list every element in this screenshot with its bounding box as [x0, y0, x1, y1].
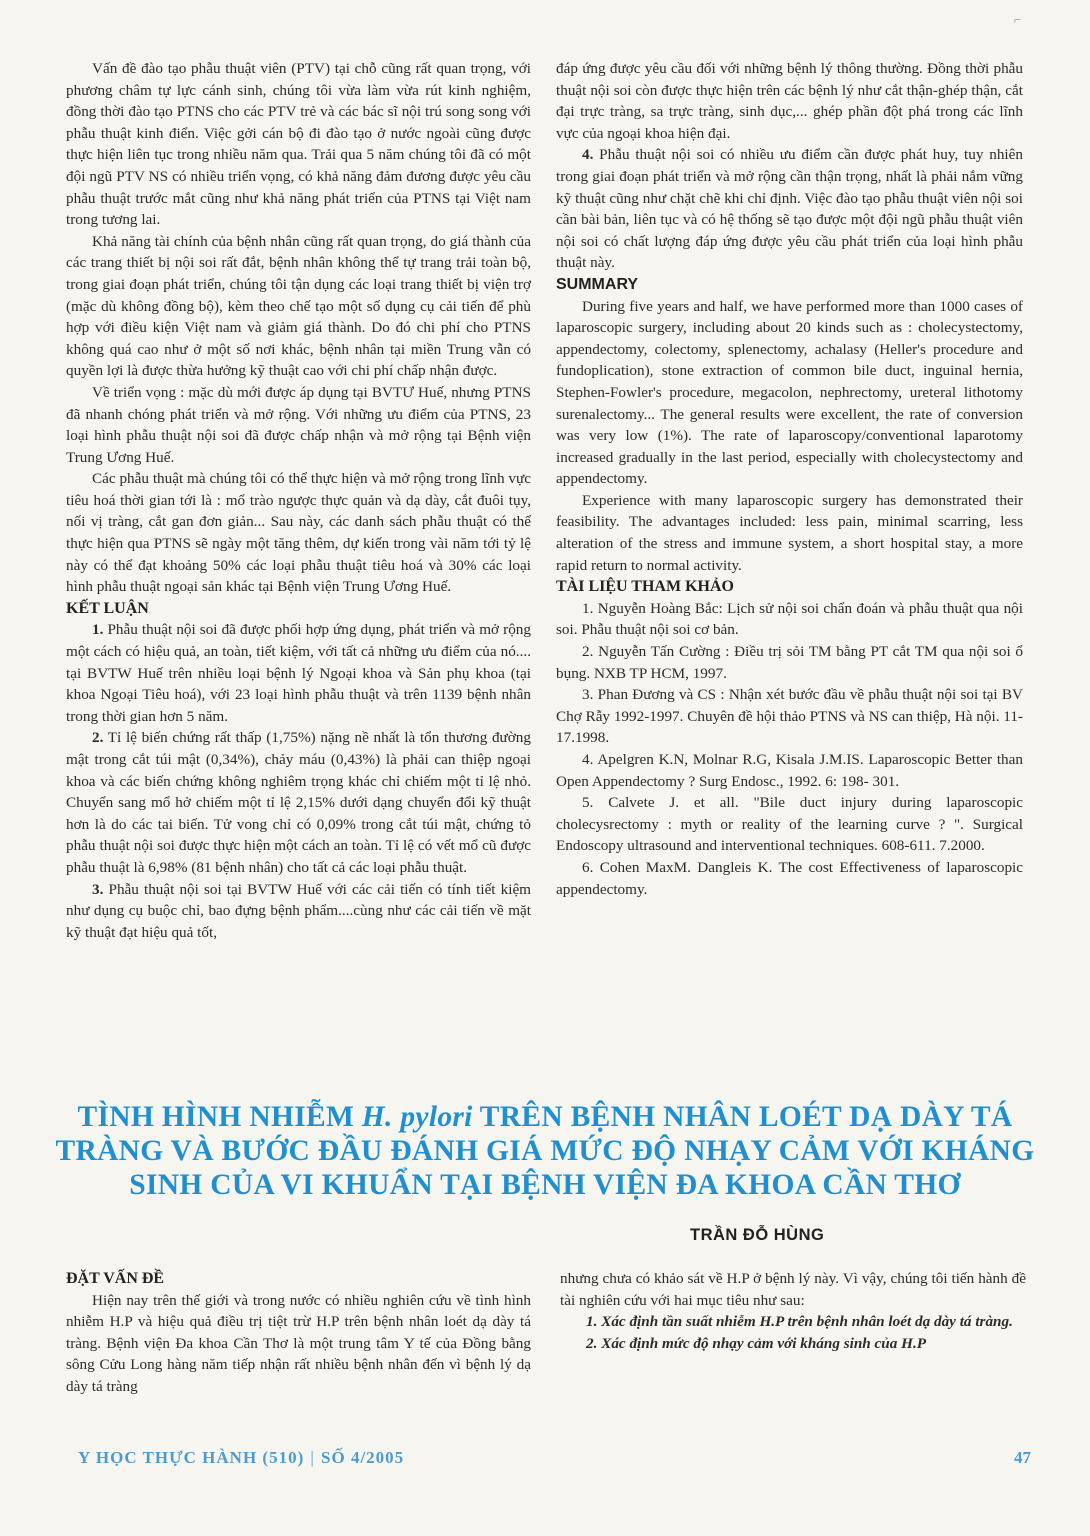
reference-number: 6.	[582, 858, 594, 876]
section-heading-summary: SUMMARY	[556, 275, 639, 293]
objective-item: 2. Xác định mức độ nhạy cảm với kháng sinh của H.P	[586, 1334, 927, 1352]
paragraph: Hiện nay trên thế giới và trong nước có nhiều nghiên cứu về tình hình nhiễm H.P và hiệu quả điều trị tiệt trừ H.P trên bệnh nhân loét dạ dày tá tràng. Bệnh viện Đa khoa Cần Thơ là một trung tâm Y tế của Đồng bằng sông Cửu Long hàng năm tiếp nhận rất nhiều bệnh nhân đến vì bệnh lý dạ dày tá tràng	[66, 1291, 531, 1395]
conclusion-item	[556, 144, 1023, 274]
reference-item	[556, 792, 1023, 857]
reference-item	[556, 857, 1023, 900]
paragraph: nhưng chưa có khảo sát về H.P ở bệnh lý này. Vì vậy, chúng tôi tiến hành đề tài nghiên cứu với hai mục tiêu như sau:	[560, 1270, 1026, 1309]
conclusion-item	[66, 727, 531, 878]
item-number: 1.	[92, 621, 104, 639]
section-heading-introduction: ĐẶT VẤN ĐỀ	[66, 1270, 165, 1287]
left-column-bottom	[66, 1268, 531, 1398]
article-title	[40, 1100, 1050, 1202]
item-number: 2.	[92, 729, 104, 747]
objective-item: 1. Xác định tần suất nhiễm H.P trên bệnh nhân loét dạ dày tá tràng.	[586, 1313, 1013, 1331]
summary-paragraph: Experience with many laparoscopic surgery has demonstrated their feasibility. The advantages included: less pain, minimal scarring, less alteration of the stress and immune system, a short hospital stay, a more rapid return to normal activity.	[556, 491, 1023, 574]
right-column-top	[556, 58, 1023, 900]
title-part: TÌNH HÌNH NHIỄM	[77, 1101, 362, 1133]
conclusion-item	[66, 879, 531, 944]
footer-separator: |	[310, 1448, 316, 1467]
reference-number: 3.	[582, 686, 594, 704]
right-column-bottom	[560, 1268, 1026, 1354]
conclusion-item	[66, 619, 531, 727]
reference-text: Calvete J. et all. "Bile duct injury during laparoscopic cholecysrectomy : myth or reality of the learning curve ? ". Surgical Endoscopy ultrasound and interventional techniques. 608-611. 7.2000.	[556, 794, 1023, 855]
title-part: TRÊN BỆNH NHÂN LOÉT DẠ DÀY TÁ TRÀNG VÀ BƯỚC ĐẦU ĐÁNH GIÁ MỨC ĐỘ NHẠY CẢM VỚI KHÁNG SINH CỦA VI KHUẨN TẠI BỆNH VIỆN ĐA KHOA CẦN THƠ	[55, 1101, 1035, 1201]
item-text: Phẫu thuật nội soi có nhiều ưu điểm cần được phát huy, tuy nhiên trong giai đoạn phát triển và mở rộng cần thận trọng, nhất là phải nắm vững kỹ thuật cũng như chặt chẽ khi chỉ định. Việc đào tạo phẫu thuật viên nội soi cần bài bản, liên tục và có hệ thống sẽ tạo được một đội ngũ phẫu thuật viên nội soi có chất lượng đáp ứng được yêu cầu phát triển của loại hình phẫu thuật này.	[556, 146, 1023, 272]
paragraph: Vấn đề đào tạo phẫu thuật viên (PTV) tại chỗ cũng rất quan trọng, với phương châm tự lực cánh sinh, chúng tôi vừa làm vừa rút kinh nghiệm, đồng thời đào tạo PTNS cho các PTV trẻ và các bác sĩ nội trú song song với phẫu thuật kinh điển. Việc gởi cán bộ đi đào tạo ở nước ngoài cũng được thực hiện liên tục trong nhiều năm qua. Trải qua 5 năm chúng tôi đã có một đội ngũ PTV NS có nhiều triển vọng, có khả năng đảm đương được yêu cầu phẫu thuật trước mắt cũng như khả năng phát triển của PTNS tại Việt nam trong tương lai.	[66, 60, 531, 229]
paragraph: Về triển vọng : mặc dù mới được áp dụng tại BVTƯ Huế, nhưng PTNS đã nhanh chóng phát triển và mở rộng. Với những ưu điểm của PTNS, 23 loại hình phẫu thuật nội soi đã được chấp nhận và mở rộng tại Bệnh viện Trung Ương Huế.	[66, 383, 531, 466]
reference-number: 5.	[582, 794, 594, 812]
journal-name: Y HỌC THỰC HÀNH (510)	[78, 1448, 305, 1467]
corner-mark: ⌐	[1014, 12, 1022, 27]
reference-text: Phan Đương và CS : Nhận xét bước đầu về phẫu thuật nội soi tại BV Chợ Rẫy 1992-1997. Chuyên đề hội thảo PTNS và NS can thiệp, Hà nội. 11-17.1998.	[556, 686, 1023, 747]
reference-item	[556, 684, 1023, 749]
journal-footer	[78, 1448, 404, 1468]
section-heading-conclusion: KẾT LUẬN	[66, 599, 149, 617]
section-heading-references: TÀI LIỆU THAM KHẢO	[556, 578, 734, 596]
summary-paragraph: During five years and half, we have performed more than 1000 cases of laparoscopic surgery, including about 20 kinds such as : cholecystectomy, appendectomy, colectomy, splenectomy, achalasy (Heller's procedure and fundoplication), stone extraction of common bile duct, inguinal hernia, Stephen-Fowler's procedure, megacolon, nephrectomy, ureteral lithotomy surenalectomy... The general results were excellent, the rate of conversion was very low (1%). The rate of laparoscopy/conventional laparotomy increased gradually in the last period, especially with cholecystectomy and appendectomy.	[556, 297, 1023, 488]
reference-text: Apelgren K.N, Molnar R.G, Kisala J.M.IS. Laparoscopic Better than Open Appendectomy ? Surg Endosc., 1992. 6: 198- 301.	[556, 751, 1023, 790]
reference-text: Cohen MaxM. Dangleis K. The cost Effectiveness of laparoscopic appendectomy.	[556, 858, 1023, 898]
page-number: 47	[1014, 1448, 1031, 1467]
reference-text: Nguyễn Tấn Cường : Điều trị sỏi TM bằng PT cắt TM qua nội soi ổ bụng. NXB TP HCM, 1997.	[556, 643, 1024, 682]
reference-number: 1.	[582, 599, 594, 617]
reference-item	[556, 641, 1023, 684]
item-text: Tỉ lệ biến chứng rất thấp (1,75%) nặng nề nhất là tổn thương đường mật trong cắt túi mật (0,34%), chảy máu (0,43%) là phải can thiệp ngoại khoa và các biến chứng không nghiêm trọng khác chỉ chiếm một tỉ lệ nhỏ. Chuyển sang mổ hở chiếm một tỉ lệ 2,15% dưới dạng chuyển đổi kỹ thuật hơn là do các tai biến. Tử vong chỉ có 0,09% trong cắt túi mật, chứng tỏ phẫu thuật nội soi được thực hiện một cách an toàn. Tỉ lệ có vết mổ cũ được phẫu thuật là 6,98% (81 bệnh nhân) cho tất cả các loại phẫu thuật.	[66, 729, 531, 876]
left-column-top	[66, 58, 531, 943]
item-number: 4.	[582, 146, 594, 164]
reference-item	[556, 598, 1023, 641]
paragraph: Các phẫu thuật mà chúng tôi có thể thực hiện và mở rộng trong lĩnh vực tiêu hoá thời gian tới là : mổ trào ngược thực quản và dạ dày, cắt đuôi tụy, nối vị tràng, cắt gan đơn giản... Sau này, các danh sách phẫu thuật có thể thực hiện qua PTNS sẽ ngày một tăng thêm, dự kiến trong vài năm tới tỷ lệ này có thể đạt khoảng 50% các loại phẫu thuật tiêu hoá và 30% các loại hình phẫu thuật ngoại sản khác tại Bệnh viện Trung Ương Huế.	[66, 470, 531, 596]
title-organism: H. pylori	[361, 1101, 473, 1133]
article-author: TRẦN ĐỖ HÙNG	[690, 1226, 825, 1244]
item-text: Phẫu thuật nội soi tại BVTW Huế với các cải tiến có tính tiết kiệm như dụng cụ buộc chỉ, bao đựng bệnh phẩm....cùng như các cải tiến về mặt kỹ thuật đạt hiệu quả tốt,	[66, 880, 531, 941]
reference-number: 2.	[582, 643, 594, 661]
journal-issue: SỐ 4/2005	[321, 1448, 405, 1467]
item-text: Phẫu thuật nội soi đã được phối hợp ứng dụng, phát triển và mở rộng một cách có hiệu quả, an toàn, tiết kiệm, với tất cả những ưu điểm của nó.... tại BVTW Huế trên nhiều loại bệnh lý Ngoại khoa và Sản phụ khoa (tại khoa Ngoại Tiêu hoá), với 23 loại hình phẫu thuật và trên 1139 bệnh nhân trong thời gian hơn 5 năm.	[66, 621, 531, 725]
paragraph: đáp ứng được yêu cầu đối với những bệnh lý thông thường. Đồng thời phẫu thuật nội soi còn được thực hiện trên các bệnh lý như cắt thận-ghép thận, cắt đại trực tràng, sa trực tràng, sinh dục,... ghép phần đột phá trong các lĩnh vực của ngoại khoa hiện đại.	[556, 60, 1023, 142]
reference-text: Nguyễn Hoàng Bắc: Lịch sử nội soi chẩn đoán và phẫu thuật qua nội soi. Phẫu thuật nội soi cơ bản.	[556, 599, 1023, 639]
reference-item	[556, 749, 1023, 792]
item-number: 3.	[92, 880, 104, 898]
reference-number: 4.	[582, 751, 594, 768]
paragraph: Khả năng tài chính của bệnh nhân cũng rất quan trọng, do giá thành của các trang thiết bị nội soi rất đắt, bệnh nhân không thể tự trang trải toàn bộ, trong giai đoạn phát triển, chúng tôi tận dụng các loại trang thiết bị viện trợ (mặc dù không đồng bộ), kèm theo chế tạo một số dụng cụ cải tiến để phù hợp với điều kiện Việt nam và giảm giá thành. Do đó chi phí cho PTNS không quá cao như ở một số nơi khác, bệnh nhân tại miền Trung vẫn có quyền lợi là được thừa hưởng kỹ thuật cao với chi phí chấp nhận được.	[66, 232, 531, 380]
